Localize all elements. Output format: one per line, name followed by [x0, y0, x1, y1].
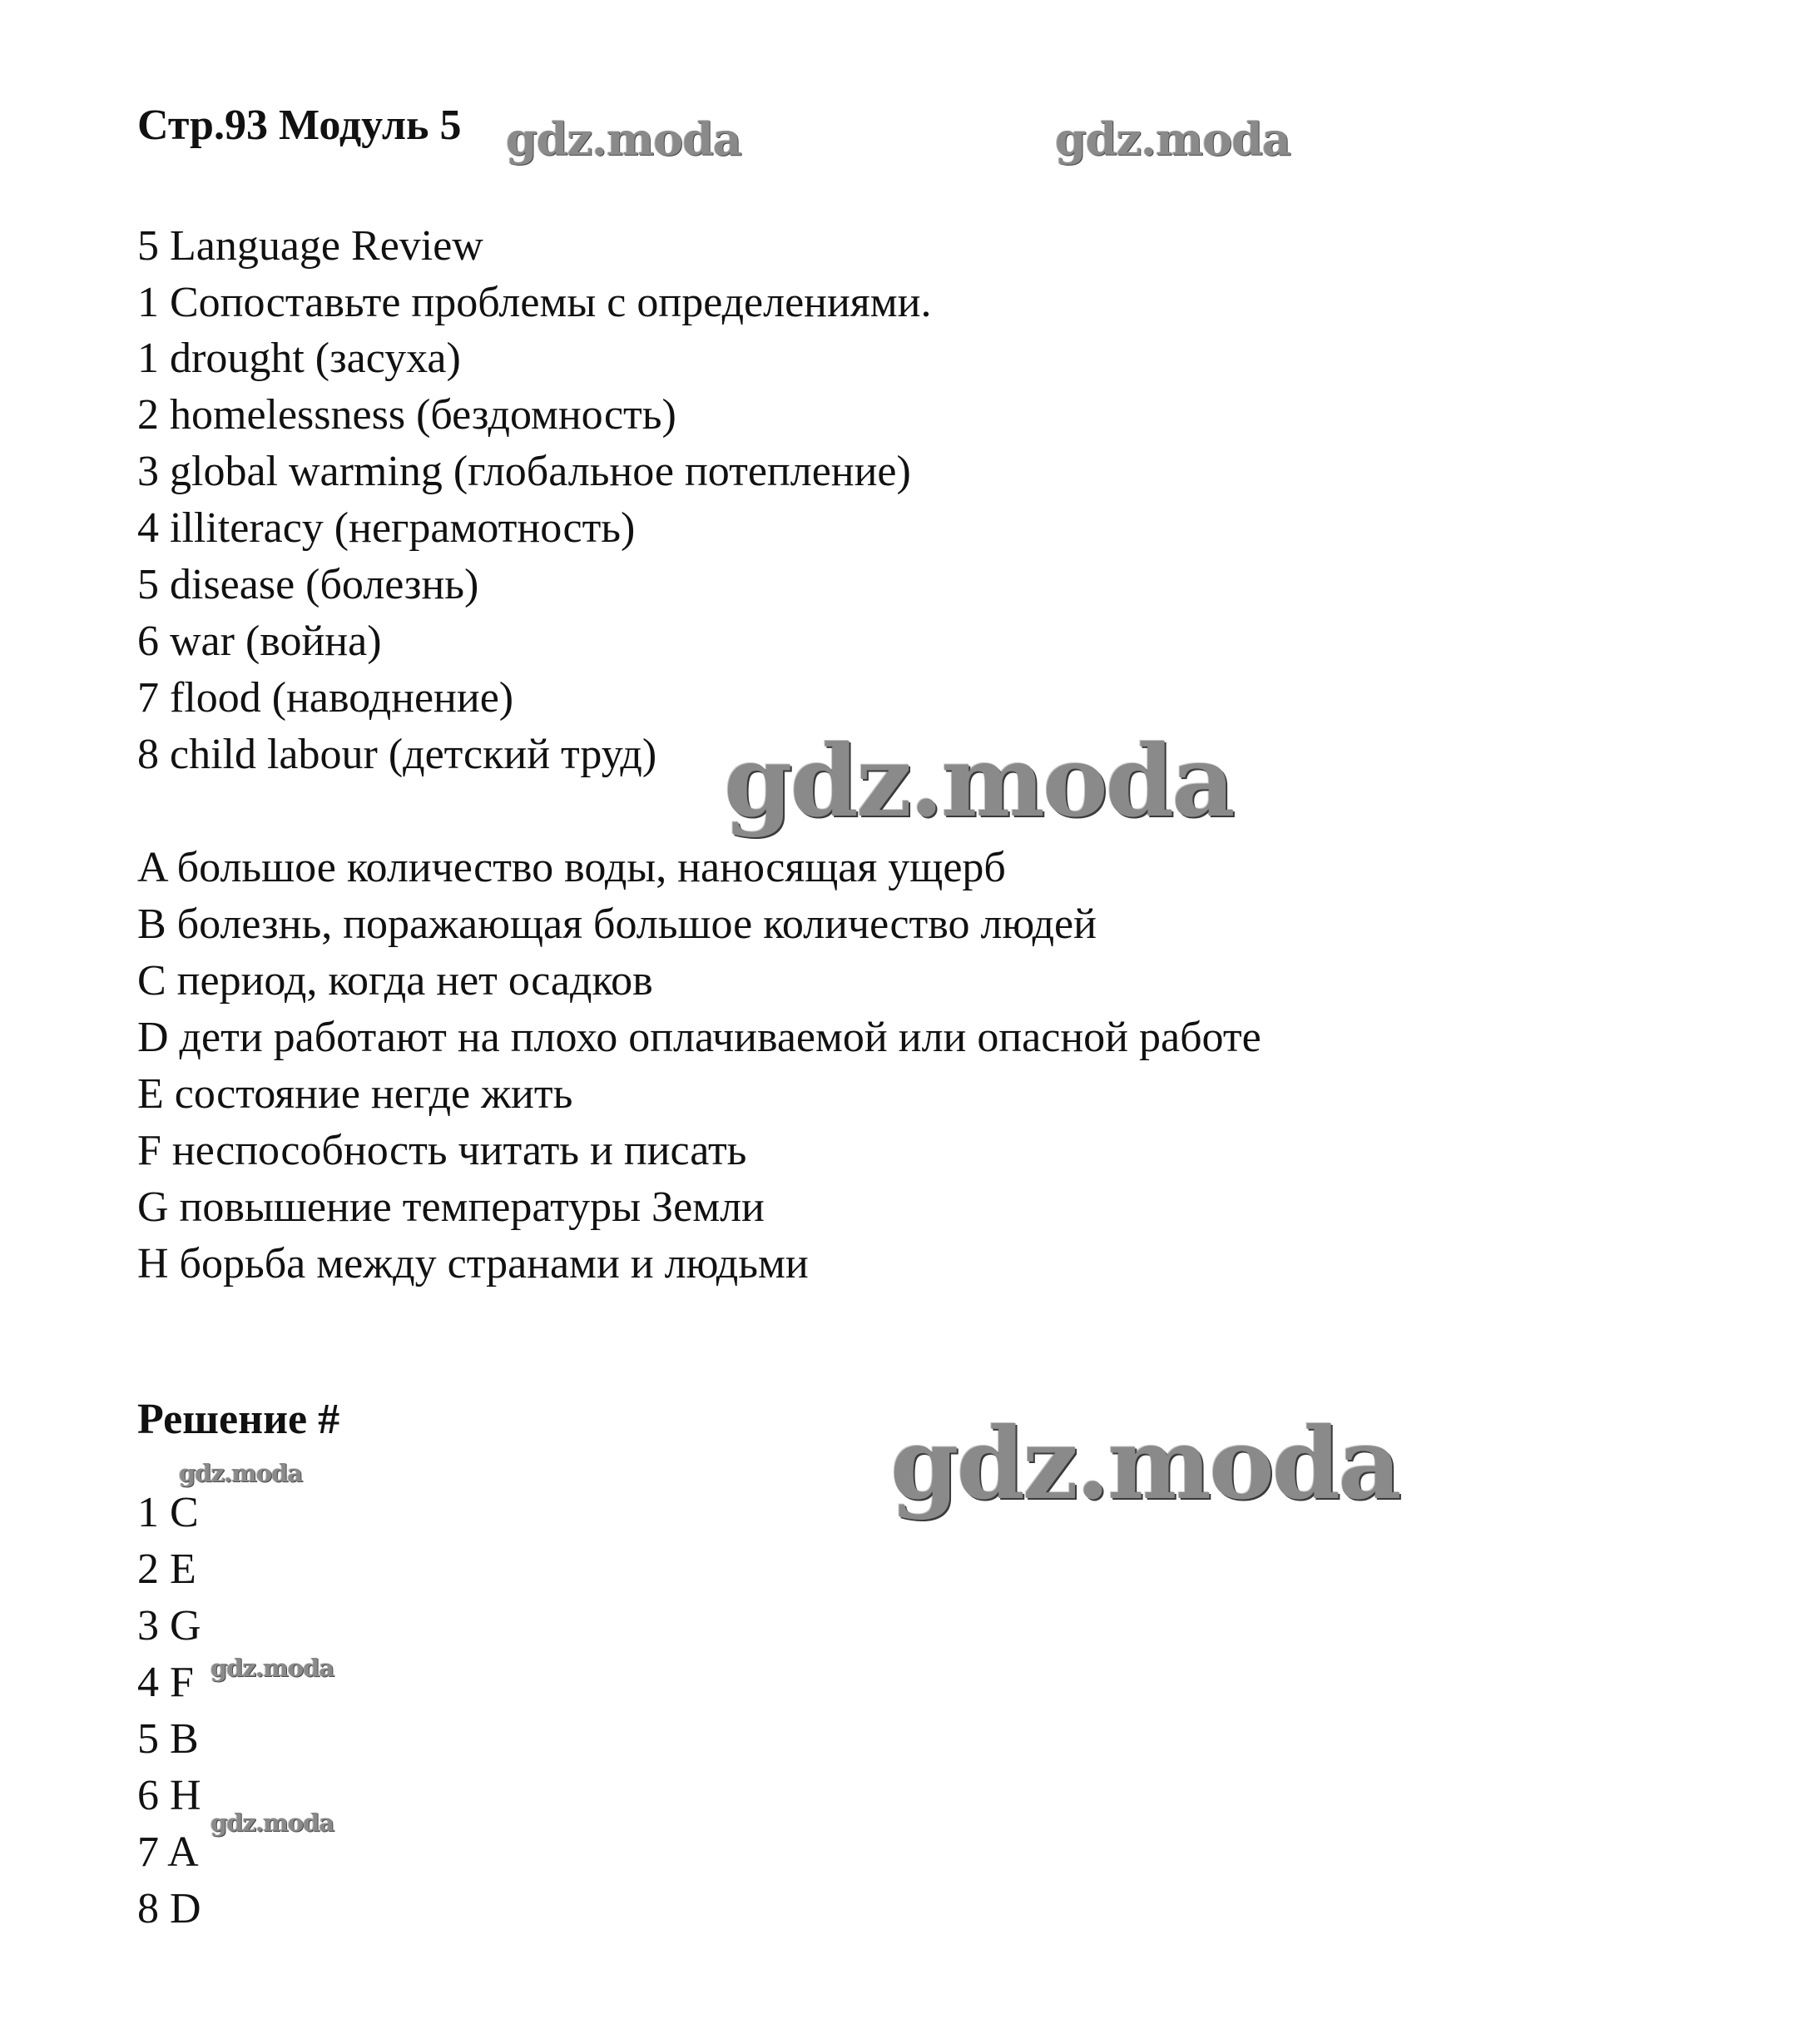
definition-item: H борьба между странами и людьми — [137, 1240, 809, 1287]
watermark: gdz.moda — [506, 112, 741, 166]
definition-item: F неспособность читать и писать — [137, 1127, 747, 1174]
answer-item: 5 B — [137, 1715, 199, 1763]
definition-item: B болезнь, поражающая большое количество людей — [137, 900, 1097, 948]
definition-item: A большое количество воды, наносящая ущерб — [137, 844, 1006, 891]
problem-item: 8 child labour (детский труд) — [137, 731, 657, 778]
problem-item: 2 homelessness (бездомность) — [137, 391, 676, 439]
watermark: gdz.moda — [179, 1459, 303, 1487]
definition-item: C период, когда нет осадков — [137, 957, 653, 1005]
watermark: gdz.moda — [724, 723, 1233, 839]
answer-item: 8 D — [137, 1885, 201, 1932]
page-title: Стр.93 Модуль 5 — [137, 102, 462, 149]
definition-item: D дети работают на плохо оплачиваемой или опасной работе — [137, 1014, 1261, 1061]
answer-item: 1 C — [137, 1489, 199, 1536]
problem-item: 7 flood (наводнение) — [137, 674, 514, 722]
problem-item: 6 war (война) — [137, 618, 382, 665]
watermark: gdz.moda — [1055, 112, 1290, 166]
problem-item: 4 illiteracy (неграмотность) — [137, 504, 636, 552]
watermark: gdz.moda — [211, 1808, 334, 1837]
problem-item: 5 disease (болезнь) — [137, 561, 479, 608]
section-title: 5 Language Review — [137, 222, 483, 270]
answer-item: 7 A — [137, 1828, 199, 1876]
answer-item: 2 E — [137, 1545, 196, 1593]
definition-item: G повышение температуры Земли — [137, 1183, 765, 1231]
definition-item: E состояние негде жить — [137, 1070, 573, 1118]
answer-item: 4 F — [137, 1659, 194, 1706]
answer-item: 6 H — [137, 1772, 201, 1819]
problem-item: 1 drought (засуха) — [137, 335, 461, 382]
watermark: gdz.moda — [211, 1654, 334, 1682]
problem-item: 3 global warming (глобальное потепление) — [137, 448, 911, 495]
solution-title: Решение # — [137, 1396, 340, 1443]
answer-item: 3 G — [137, 1602, 201, 1650]
task-instruction: 1 Сопоставьте проблемы с определениями. — [137, 279, 932, 326]
watermark: gdz.moda — [890, 1406, 1399, 1521]
